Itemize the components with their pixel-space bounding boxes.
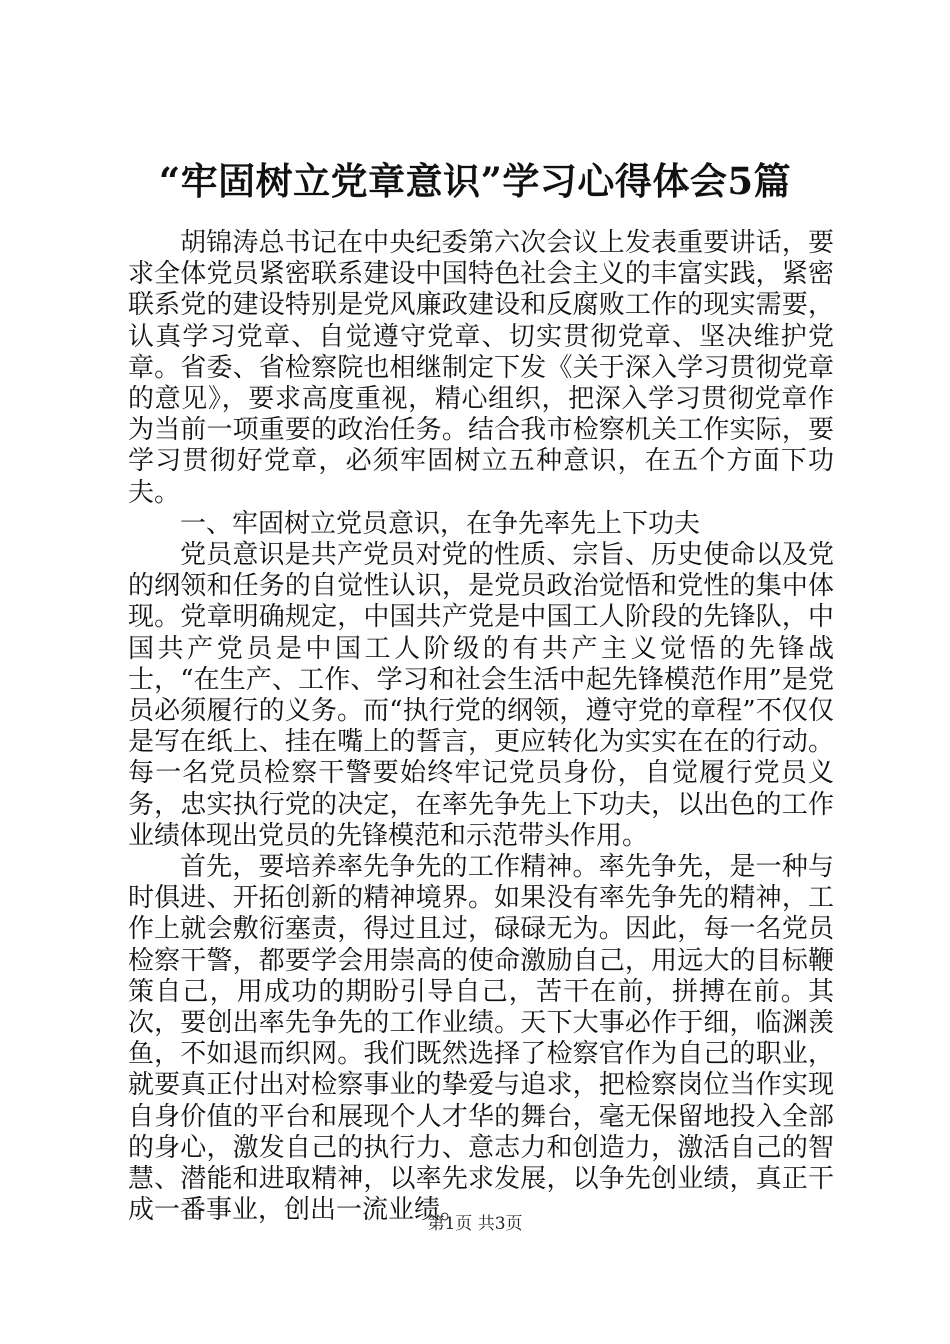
paragraph-first-second: 首先，要培养率先争先的工作精神。率先争先，是一种与时俱进、开拓创新的精神境界。如果没有率先争先的精神，工作上就会敷衍塞责，得过且过，碌碌无为。因此，每一名党员检察干警，都要学会用崇高的使命激励自己，用远大的目标鞭策自己，用成功的期盼引导自己，苦干在前，拼搏在前。其次，要创出率先争先的工作业绩。天下大事必作于细，临渊羡鱼，不如退而织网。我们既然选择了检察官作为自己的职业，就要真正付出对检察事业的挚爱与追求，把检察岗位当作实现自身价值的平台和展现个人才华的舞台，毫无保留地投入全部的身心，激发自己的执行力、意志力和创造力，激活自己的智慧、潜能和进取精神，以率先求发展，以争先创业绩，真正干成一番事业，创出一流业绩。 — [128, 852, 834, 1226]
paragraph-party-awareness: 党员意识是共产党员对党的性质、宗旨、历史使命以及党的纲领和任务的自觉性认识，是党员政治觉悟和党性的集中体现。党章明确规定，中国共产党是中国工人阶段的先锋队，中国共产党员是中国工人阶级的有共产主义觉悟的先锋战士，“在生产、工作、学习和社会生活中起先锋模范作用”是党员必须履行的义务。而“执行党的纲领，遵守党的章程”不仅仅是写在纸上、挂在嘴上的誓言，更应转化为实实在在的行动。每一名党员检察干警要始终牢记党员身份，自觉履行党员义务，忠实执行党的决定，在率先争先上下功夫，以出色的工作业绩体现出党员的先锋模范和示范带头作用。 — [128, 540, 834, 851]
page-footer: 第1页 共3页 — [427, 1214, 523, 1234]
document-title: “牢固树立党章意识”学习心得体会5篇 — [158, 159, 792, 203]
paragraph-intro: 胡锦涛总书记在中央纪委第六次会议上发表重要讲话，要求全体党员紧密联系建设中国特色社会主义的丰富实践，紧密联系党的建设特别是党风廉政建设和反腐败工作的现实需要，认真学习党章、自觉遵守党章、切实贯彻党章、坚决维护党章。省委、省检察院也相继制定下发《关于深入学习贯彻党章的意见》，要求高度重视，精心组织，把深入学习贯彻党章作为当前一项重要的政治任务。结合我市检察机关工作实际，要学习贯彻好党章，必须牢固树立五种意识，在五个方面下功夫。 — [128, 228, 834, 508]
section-heading: 一、牢固树立党员意识，在争先率先上下功夫 — [180, 508, 701, 539]
document-body — [128, 228, 834, 1227]
